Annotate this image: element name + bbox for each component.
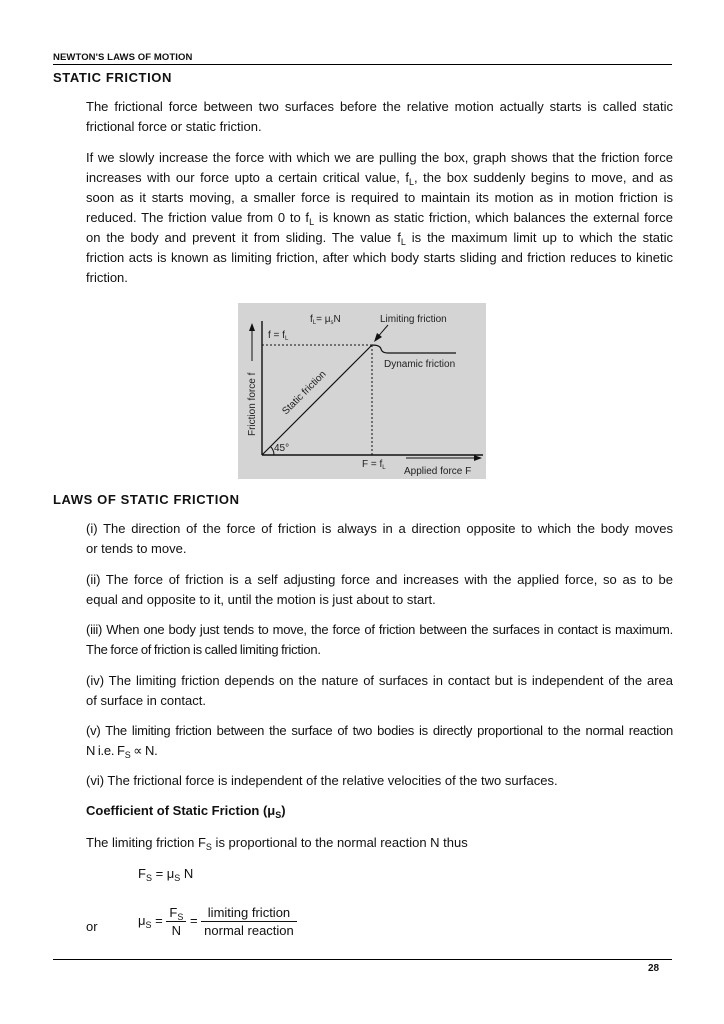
coefficient-heading: Coefficient of Static Friction $(\mu_S)$ — [86, 803, 286, 820]
y-axis-arrow-head — [249, 323, 255, 331]
label-F-eq-fl: $F = f_L$ — [362, 459, 386, 471]
friction-graph-figure — [238, 303, 486, 479]
section-heading-static-friction: STATIC FRICTION — [53, 70, 173, 85]
dynamic-friction-curve — [372, 345, 456, 353]
label-f-eq-fl: $f = f_L$ — [268, 330, 289, 342]
equation-fs-mu-n: $F_S = \mu_S$ N — [138, 866, 194, 883]
paragraph-definition: The frictional force between two surfaces before the relative motion actually starts is called static frictional force or static friction. — [86, 99, 673, 134]
page-header-title: NEWTON'S LAWS OF MOTION — [53, 52, 193, 63]
equation-or-label: or — [86, 919, 98, 934]
coefficient-text: The limiting friction $F_S$ is proportional to the normal reaction N thus — [86, 835, 468, 852]
page-number: 28 — [648, 963, 660, 974]
header-rule — [53, 64, 672, 65]
label-static-friction: Static friction — [280, 368, 329, 418]
section-heading-laws: LAWS OF STATIC FRICTION — [53, 492, 240, 507]
label-y-axis: Friction force f — [247, 372, 258, 436]
law-item-iv: (iv) The limiting friction depends on the nature of surfaces in contact but is independent of the area of surface in contact. — [86, 673, 673, 708]
static-friction-line — [262, 345, 372, 455]
label-x-axis: Applied force F — [404, 466, 472, 477]
x-axis-arrow-head — [474, 455, 482, 461]
label-dynamic-friction: Dynamic friction — [384, 359, 456, 370]
law-item-i: (i) The direction of the force of friction is always in a direction opposite to which the body moves or tends to move. — [86, 521, 673, 556]
label-limiting-friction: Limiting friction — [380, 314, 447, 325]
label-fl-mu-n: $f_L= \mu_sN$ — [310, 314, 341, 326]
law-item-iii: (iii) When one body just tends to move, the force of friction between the surfaces in contact is maximum. The force of friction is called limiting friction. — [86, 622, 673, 657]
paragraph-explanation: If we slowly increase the force with which we are pulling the box, graph shows that the friction force increases with our force upto a certain critical value, $f_L$, the box suddenly begins to move, and as soon as it starts moving, a smaller force is required to maintain its motion as in motion friction is reduced. The friction value from 0 to $f_L$ is known as static friction, which balances the external force on the body and prevent it from sliding. The value $f_L$ is the maximum limit up to which the static friction acts is known as limiting friction, after which body starts sliding and friction reduces to kinetic friction. — [86, 150, 674, 285]
law-item-ii: (ii) The force of friction is a self adjusting force and increases with the applied force, so as to be equal and opposite to it, until the motion is just about to start. — [86, 572, 673, 607]
limiting-friction-pointer-head — [374, 333, 382, 342]
law-item-vi: (vi) The frictional force is independent of the relative velocities of the two surfaces. — [86, 773, 558, 788]
footer-rule — [53, 959, 672, 960]
equation-mu-fraction: $\mu_S$ = $\frac{F_S}{N}$ = $\frac{\text{limiting friction}}{\text{normal reaction}}$ — [138, 905, 297, 938]
label-angle: 45° — [274, 443, 290, 454]
law-item-v: (v) The limiting friction between the surface of two bodies is directly proportional to the normal reaction N i.e. $F_S \propto N$. — [86, 723, 673, 760]
